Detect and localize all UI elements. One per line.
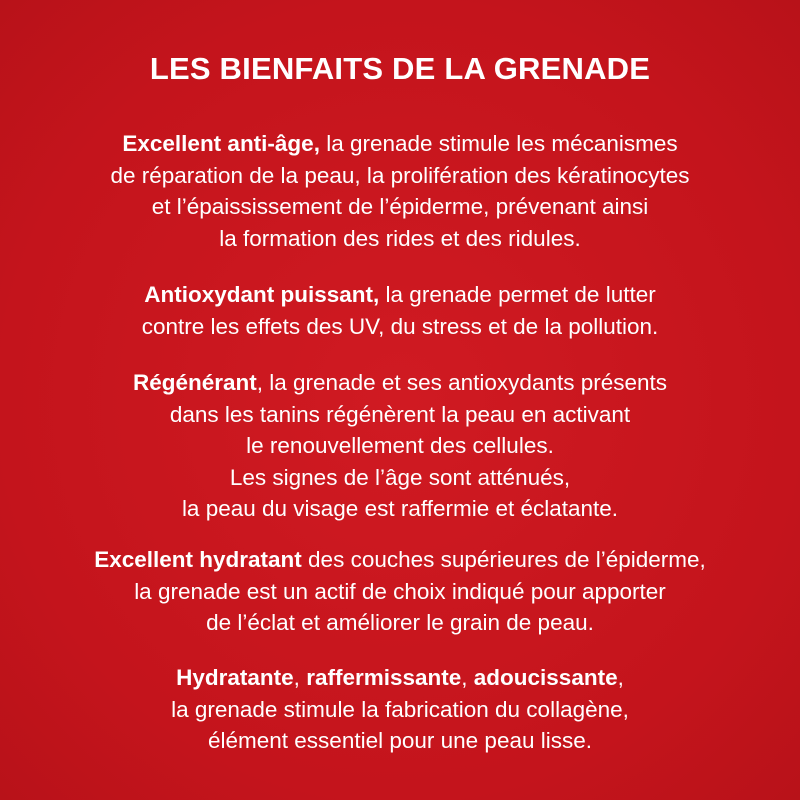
benefit-regenerant: [0, 367, 800, 525]
benefit-separator: ,: [293, 665, 307, 690]
benefit-text: des couches supérieures de l’épiderme,: [301, 547, 706, 572]
benefit-heading: Hydratante: [176, 665, 294, 690]
benefit-heading: Régénérant: [132, 370, 257, 395]
benefit-line: le renouvellement des cellules.: [246, 433, 554, 458]
benefit-antioxydant: [0, 279, 800, 342]
benefit-separator: ,: [617, 665, 624, 690]
benefit-heading: raffermissante: [306, 665, 462, 690]
benefit-text: la grenade permet de lutter: [379, 282, 656, 307]
benefit-line: et l’épaississement de l’épiderme, prévenant ainsi: [151, 194, 649, 219]
benefit-collagene: [0, 662, 800, 757]
benefit-line: de l’éclat et améliorer le grain de peau.: [206, 610, 594, 635]
benefit-line: la grenade stimule la fabrication du collagène,: [171, 696, 629, 722]
benefit-hydratant: [0, 544, 800, 639]
benefit-heading: Excellent hydratant: [94, 547, 302, 572]
benefit-lead-line: [0, 128, 800, 160]
benefit-line: dans les tanins régénèrent la peau en activant: [169, 401, 631, 427]
benefit-text: la grenade stimule les mécanismes: [319, 131, 678, 156]
benefit-lead-line: [0, 544, 800, 576]
benefit-heading: Excellent anti-âge,: [122, 131, 320, 156]
benefit-line: de réparation de la peau, la prolifération des kératinocytes: [110, 162, 690, 188]
benefit-line: élément essentiel pour une peau lisse.: [208, 728, 592, 753]
benefit-line: Les signes de l’âge sont atténués,: [229, 464, 571, 490]
benefit-anti-age: [0, 128, 800, 254]
benefit-heading: adoucissante: [473, 665, 618, 690]
benefit-lead-line: [0, 662, 800, 694]
benefit-lead-line: [0, 279, 800, 311]
benefit-heading: Antioxydant puissant,: [144, 282, 380, 307]
benefit-separator: ,: [461, 665, 474, 690]
benefit-line: la formation des rides et des ridules.: [219, 225, 581, 251]
benefit-line: la peau du visage est raffermie et éclatante.: [181, 496, 619, 521]
benefit-text: , la grenade et ses antioxydants présents: [256, 370, 668, 395]
benefit-line: la grenade est un actif de choix indiqué pour apporter: [134, 578, 666, 604]
page-title: LES BIENFAITS DE LA GRENADE: [149, 51, 651, 86]
benefit-lead-line: [0, 367, 800, 399]
benefit-line: contre les effets des UV, du stress et de la pollution.: [141, 313, 659, 339]
